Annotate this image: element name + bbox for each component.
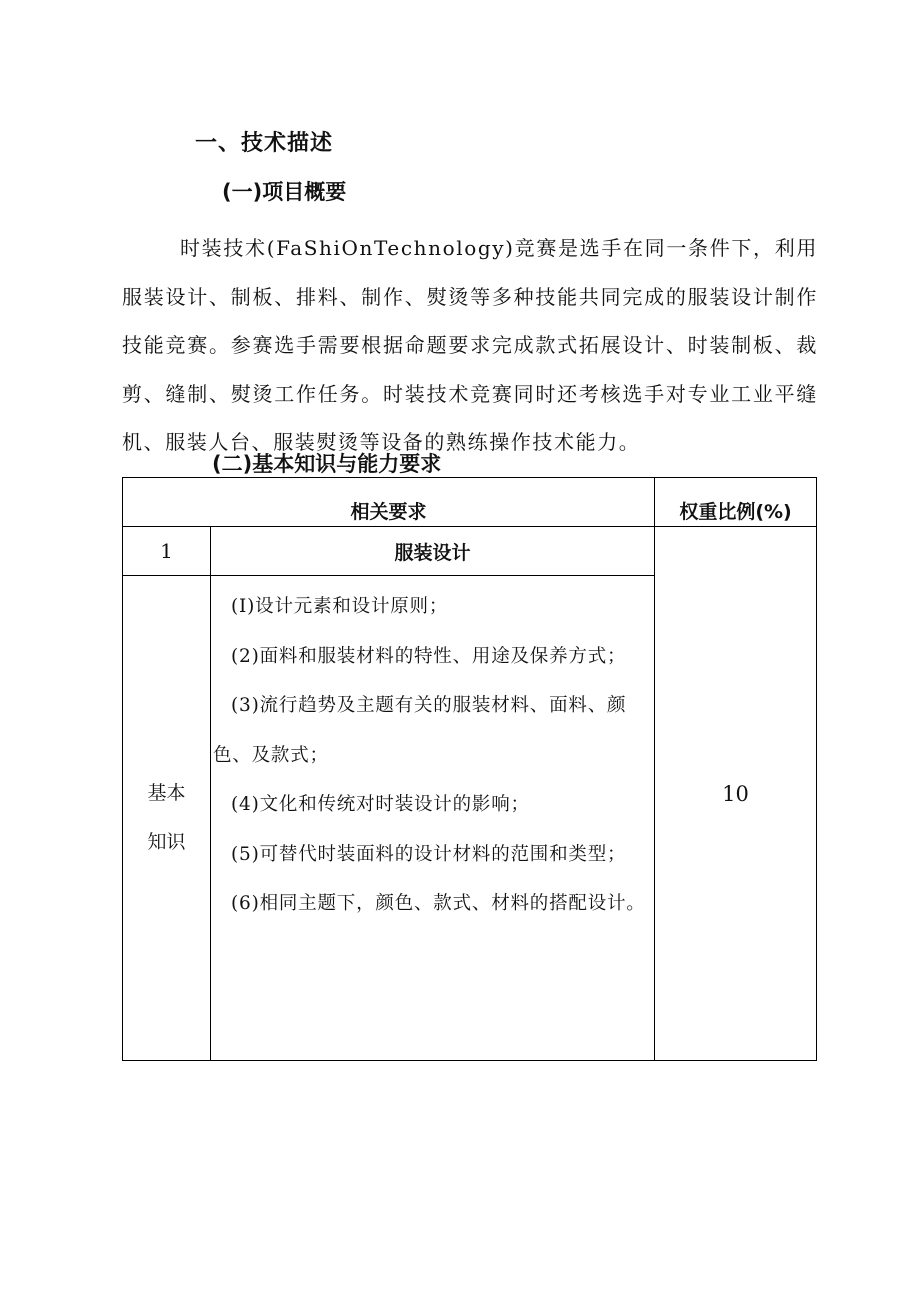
list-item: (3)流行趋势及主题有关的服装材料、面料、颜色、及款式； bbox=[213, 695, 627, 766]
list-item: (2)面料和服装材料的特性、用途及保养方式； bbox=[231, 645, 627, 667]
subsection-overview-title: (一)项目概要 bbox=[222, 180, 347, 204]
category-line-1: 基本 bbox=[147, 782, 186, 804]
list-item: (6)相同主题下，颜色、款式、材料的搭配设计。 bbox=[231, 893, 646, 914]
row-number: 1 bbox=[123, 527, 211, 576]
list-item: (5)可替代时装面料的设计材料的范围和类型； bbox=[231, 843, 627, 865]
list-item: (4)文化和传统对时装设计的影响； bbox=[231, 794, 530, 815]
header-weight: 权重比例(%) bbox=[655, 478, 817, 527]
category-cell bbox=[123, 576, 211, 1061]
row-topic: 服装设计 bbox=[211, 527, 655, 576]
table-header-row bbox=[123, 478, 817, 527]
requirement-items bbox=[211, 576, 654, 1060]
requirement-items-cell bbox=[211, 576, 655, 1061]
overview-paragraph: 时装技术(FaShiOnTechnology)竞赛是选手在同一条件下，利用服装设计、制板、排料、制作、熨烫等多种技能共同完成的服装设计制作技能竞赛。参赛选手需要根据命题要求完成款式拓展设计、时装制板、裁剪、缝制、熨烫工作任务。时装技术竞赛同时还考核选手对专业工业平缝机、服装人台、服装熨烫等设备的熟练操作技术能力。 bbox=[122, 236, 818, 454]
requirements-table bbox=[122, 477, 817, 1061]
section-title: 一、技术描述 bbox=[195, 131, 334, 156]
category-line-2: 知识 bbox=[147, 831, 186, 853]
list-item: (I)设计元素和设计原则； bbox=[231, 596, 449, 617]
weight-value: 10 bbox=[655, 527, 817, 1061]
table-row bbox=[123, 527, 817, 576]
subsection-requirements-title: (二)基本知识与能力要求 bbox=[212, 452, 442, 476]
header-requirements: 相关要求 bbox=[123, 478, 655, 527]
